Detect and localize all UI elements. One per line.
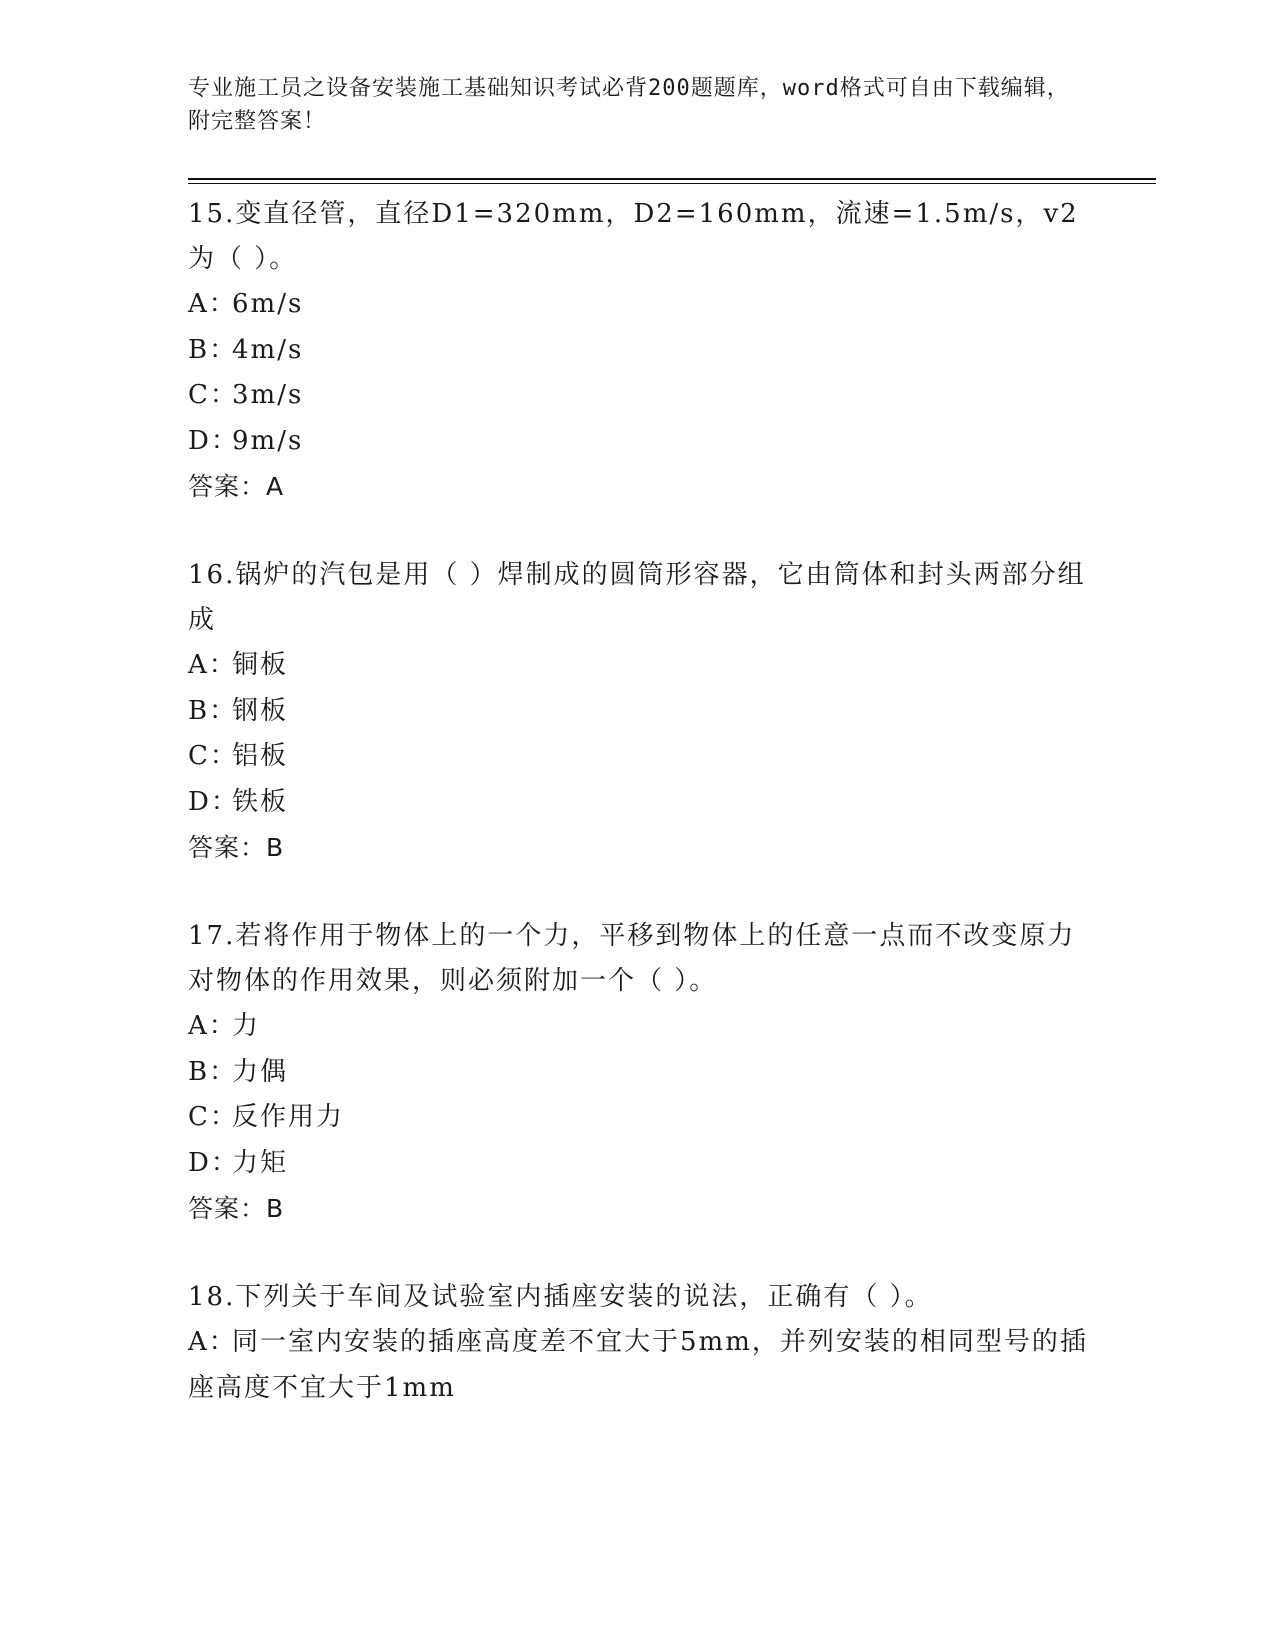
question-stem: 16.锅炉的汽包是用（ ）焊制成的圆筒形容器，它由筒体和封头两部分组成 [188, 560, 1086, 635]
option-text: 钢板 [232, 695, 289, 726]
answer-line: 答案：B [188, 1194, 285, 1223]
option-b [188, 328, 1088, 374]
option-text: 力矩 [232, 1147, 289, 1178]
option-key: B： [188, 1056, 238, 1087]
question-list [188, 192, 1088, 1455]
option-key: A： [188, 1327, 237, 1357]
question-stem: 18.下列关于车间及试验室内插座安装的说法，正确有（ ）。 [188, 1282, 933, 1312]
question-stem: 17.若将作用于物体上的一个力，平移到物体上的任意一点而不改变原力对物体的作用效果，则必须附加一个（ ）。 [188, 921, 1076, 996]
option-key: D： [188, 425, 239, 456]
option-c [188, 373, 1088, 419]
header-divider-thin [188, 183, 1156, 184]
header-divider-thick [188, 178, 1156, 180]
question-18 [188, 1275, 1088, 1411]
option-b [188, 689, 1088, 735]
option-a [188, 643, 1088, 689]
option-text: 反作用力 [232, 1102, 345, 1132]
option-text: 铝板 [232, 741, 289, 771]
option-key: C： [188, 1102, 238, 1132]
option-key: D： [188, 1147, 239, 1178]
option-a [188, 1004, 1088, 1050]
option-d [188, 419, 1088, 465]
option-key: B： [188, 334, 238, 365]
option-key: A： [188, 289, 237, 319]
option-text: 铁板 [232, 786, 289, 817]
question-stem: 15.变直径管，直径D1=320mm，D2=160mm，流速=1.5m/s，v2为（ ）。 [188, 199, 1079, 274]
option-key: A： [188, 650, 237, 680]
question-16 [188, 553, 1088, 870]
option-d [188, 780, 1088, 826]
option-a [188, 1320, 1088, 1411]
answer-line: 答案：A [188, 472, 285, 501]
option-key: D： [188, 786, 239, 817]
question-15 [188, 192, 1088, 509]
option-key: A： [188, 1011, 237, 1041]
option-b [188, 1050, 1088, 1096]
option-text: 同一室内安装的插座高度差不宜大于5mm，并列安装的相同型号的插座高度不宜大于1mm [188, 1327, 1088, 1403]
option-c [188, 1095, 1088, 1141]
document-header [188, 72, 1088, 138]
option-a [188, 282, 1088, 328]
option-text: 力偶 [232, 1056, 289, 1087]
answer-line: 答案：B [188, 833, 285, 862]
option-text: 6m/s [232, 289, 304, 319]
option-text: 3m/s [232, 380, 304, 410]
option-text: 力 [232, 1011, 261, 1041]
question-17 [188, 914, 1088, 1231]
header-title: 专业施工员之设备安装施工基础知识考试必背200题题库，word格式可自由下载编辑，附完整答案！ [188, 76, 1070, 134]
option-c [188, 734, 1088, 780]
option-text: 4m/s [232, 334, 304, 365]
option-key: B： [188, 695, 238, 726]
option-key: C： [188, 741, 238, 771]
option-d [188, 1141, 1088, 1187]
option-text: 9m/s [232, 425, 304, 456]
option-key: C： [188, 380, 238, 410]
option-text: 铜板 [232, 650, 289, 680]
